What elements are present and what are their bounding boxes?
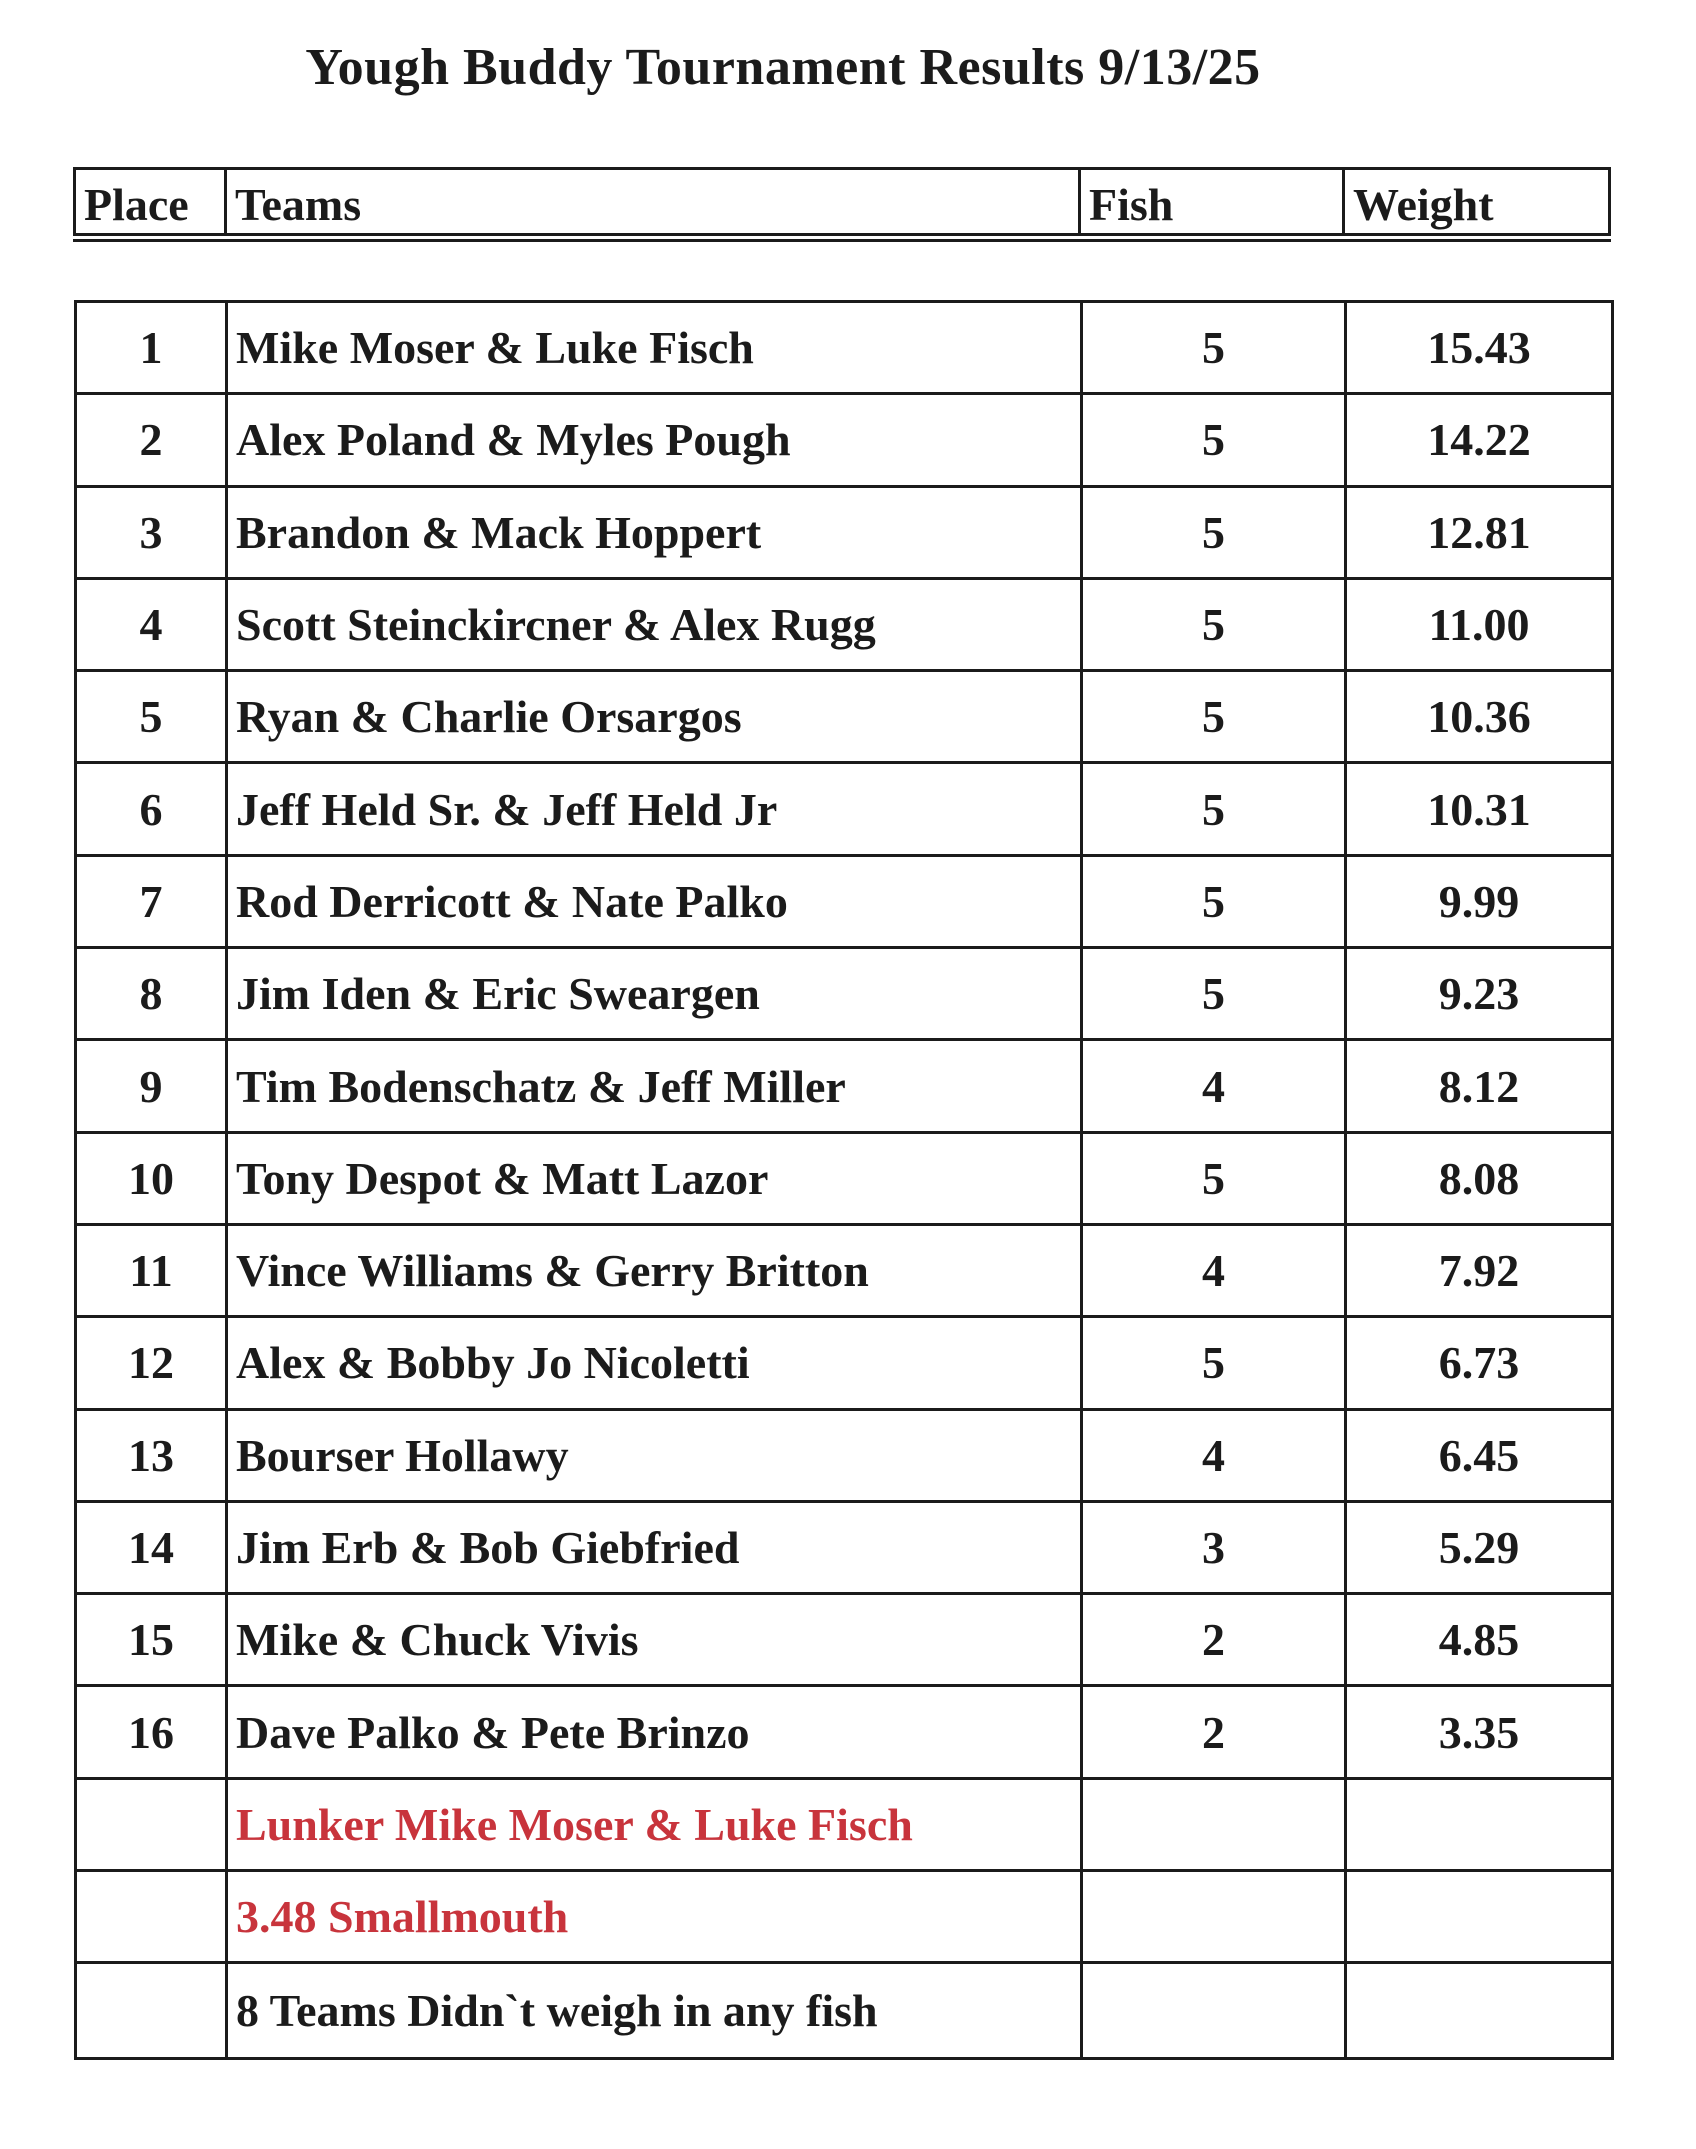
fish-cell: 5 — [1083, 764, 1347, 853]
team-cell: Mike & Chuck Vivis — [228, 1595, 1083, 1684]
fish-cell: 4 — [1083, 1226, 1347, 1315]
table-row — [77, 1503, 1611, 1595]
table-row — [77, 395, 1611, 487]
fish-cell: 5 — [1083, 672, 1347, 761]
fish-cell: 5 — [1083, 488, 1347, 577]
lunker-note: Lunker Mike Moser & Luke Fisch — [228, 1780, 1083, 1869]
team-cell: Rod Derricott & Nate Palko — [228, 857, 1083, 946]
column-header-table — [73, 167, 1611, 233]
team-cell: Tony Despot & Matt Lazor — [228, 1134, 1083, 1223]
table-row — [77, 580, 1611, 672]
table-row — [77, 488, 1611, 580]
lunker-fish-note: 3.48 Smallmouth — [228, 1872, 1083, 1961]
team-cell: Jim Iden & Eric Sweargen — [228, 949, 1083, 1038]
fish-cell: 2 — [1083, 1595, 1347, 1684]
weight-cell: 6.73 — [1438, 1337, 1520, 1389]
place-cell: 13 — [77, 1411, 228, 1500]
place-cell: 9 — [77, 1041, 228, 1130]
weight-cell: 10.31 — [1427, 783, 1531, 835]
fish-cell — [1083, 1964, 1347, 2056]
place-cell: 16 — [77, 1687, 228, 1776]
weight-cell: 10.36 — [1427, 691, 1531, 743]
column-header-teams: Teams — [227, 170, 1081, 233]
table-row — [77, 1595, 1611, 1687]
weight-cell: 14.22 — [1427, 414, 1531, 466]
team-cell: Tim Bodenschatz & Jeff Miller — [228, 1041, 1083, 1130]
weight-cell — [1347, 1872, 1611, 1961]
place-cell: 4 — [77, 580, 228, 669]
weight-cell: 7.92 — [1438, 1245, 1520, 1297]
weight-cell: 5.29 — [1438, 1522, 1520, 1573]
team-cell: Ryan & Charlie Orsargos — [228, 672, 1083, 761]
weight-cell: 9.99 — [1438, 875, 1520, 927]
column-header-fish: Fish — [1081, 170, 1345, 233]
team-cell: Jeff Held Sr. & Jeff Held Jr — [228, 764, 1083, 853]
fish-cell: 5 — [1083, 303, 1347, 392]
weight-cell: 12.81 — [1427, 506, 1531, 558]
fish-cell: 4 — [1083, 1041, 1347, 1130]
table-row — [77, 1226, 1611, 1318]
no-weigh-note: 8 Teams Didn`t weigh in any fish — [228, 1964, 1083, 2056]
place-cell: 10 — [77, 1134, 228, 1223]
fish-cell: 5 — [1083, 1318, 1347, 1407]
team-cell: Jim Erb & Bob Giebfried — [228, 1503, 1083, 1592]
weight-cell: 8.08 — [1438, 1152, 1520, 1204]
weight-cell: 9.23 — [1438, 968, 1520, 1020]
table-row — [77, 303, 1611, 395]
team-cell: Scott Steinckircner & Alex Rugg — [228, 580, 1083, 669]
table-row — [77, 857, 1611, 949]
place-cell: 11 — [77, 1226, 228, 1315]
weight-cell: 8.12 — [1438, 1060, 1520, 1112]
place-cell: 14 — [77, 1503, 228, 1592]
fish-cell: 3 — [1083, 1503, 1347, 1592]
table-row — [77, 764, 1611, 856]
place-cell: 2 — [77, 395, 228, 484]
fish-cell: 5 — [1083, 395, 1347, 484]
team-cell: Alex Poland & Myles Pough — [228, 395, 1083, 484]
fish-cell: 5 — [1083, 1134, 1347, 1223]
fish-cell — [1083, 1780, 1347, 1869]
fish-cell: 5 — [1083, 857, 1347, 946]
no-weigh-row — [77, 1964, 1611, 2056]
team-cell: Vince Williams & Gerry Britton — [228, 1226, 1083, 1315]
place-cell — [77, 1964, 228, 2056]
column-header-place: Place — [76, 170, 227, 233]
table-row — [77, 1687, 1611, 1779]
fish-cell — [1083, 1872, 1347, 1961]
place-cell: 5 — [77, 672, 228, 761]
table-row — [77, 1041, 1611, 1133]
place-cell: 6 — [77, 764, 228, 853]
weight-cell: 4.85 — [1438, 1614, 1520, 1666]
fish-cell: 2 — [1083, 1687, 1347, 1776]
table-row — [77, 1318, 1611, 1410]
team-cell: Bourser Hollawy — [228, 1411, 1083, 1500]
weight-cell: 15.43 — [1427, 322, 1531, 374]
lunker-fish-row — [77, 1872, 1611, 1964]
weight-cell — [1347, 1780, 1611, 1869]
place-cell: 7 — [77, 857, 228, 946]
table-row — [77, 672, 1611, 764]
weight-cell: 11.00 — [1428, 599, 1530, 651]
fish-cell: 4 — [1083, 1411, 1347, 1500]
table-row — [77, 1134, 1611, 1226]
weight-cell: 3.35 — [1438, 1706, 1520, 1758]
place-cell — [77, 1780, 228, 1869]
column-header-weight: Weight — [1353, 179, 1494, 230]
place-cell: 8 — [77, 949, 228, 1038]
page-title: Yough Buddy Tournament Results 9/13/25 — [305, 39, 1261, 96]
team-cell: Brandon & Mack Hoppert — [228, 488, 1083, 577]
lunker-row — [77, 1780, 1611, 1872]
table-row — [77, 949, 1611, 1041]
place-cell: 1 — [77, 303, 228, 392]
place-cell: 3 — [77, 488, 228, 577]
place-cell — [77, 1872, 228, 1961]
place-cell: 12 — [77, 1318, 228, 1407]
place-cell: 15 — [77, 1595, 228, 1684]
fish-cell: 5 — [1083, 580, 1347, 669]
weight-cell — [1347, 1964, 1611, 2056]
table-row — [77, 1411, 1611, 1503]
team-cell: Dave Palko & Pete Brinzo — [228, 1687, 1083, 1776]
weight-cell: 6.45 — [1438, 1429, 1520, 1481]
team-cell: Mike Moser & Luke Fisch — [228, 303, 1083, 392]
fish-cell: 5 — [1083, 949, 1347, 1038]
team-cell: Alex & Bobby Jo Nicoletti — [228, 1318, 1083, 1407]
results-table — [74, 300, 1614, 2060]
